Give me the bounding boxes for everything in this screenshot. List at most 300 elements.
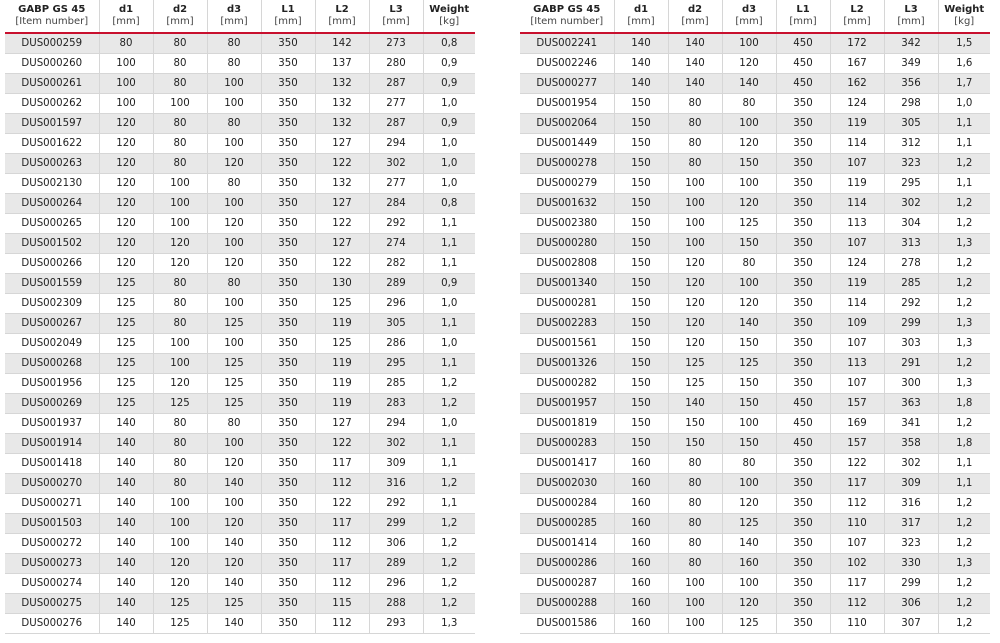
cell-d2: 100 bbox=[153, 174, 207, 194]
cell-d3: 100 bbox=[207, 234, 261, 254]
cell-d1: 160 bbox=[614, 594, 668, 614]
cell-l1: 350 bbox=[261, 494, 315, 514]
cell-item-number: DUS000285 bbox=[520, 514, 614, 534]
cell-d3: 120 bbox=[207, 154, 261, 174]
cell-d2: 100 bbox=[153, 194, 207, 214]
cell-l3: 283 bbox=[369, 394, 423, 414]
cell-weight: 1,2 bbox=[938, 574, 990, 594]
cell-item-number: DUS001954 bbox=[520, 94, 614, 114]
cell-l2: 119 bbox=[315, 374, 369, 394]
table-row bbox=[5, 154, 475, 174]
column-header-title: L1 bbox=[796, 4, 810, 15]
cell-d3: 100 bbox=[722, 574, 776, 594]
cell-d1: 160 bbox=[614, 494, 668, 514]
column-header-title: d2 bbox=[172, 4, 188, 15]
cell-l3: 293 bbox=[369, 614, 423, 634]
cell-item-number: DUS000267 bbox=[5, 314, 99, 334]
cell-l3: 313 bbox=[884, 234, 938, 254]
cell-weight: 1,0 bbox=[423, 294, 475, 314]
cell-item-number: DUS000260 bbox=[5, 54, 99, 74]
cell-l1: 350 bbox=[776, 374, 830, 394]
cell-d1: 150 bbox=[614, 114, 668, 134]
cell-l2: 137 bbox=[315, 54, 369, 74]
cell-weight: 1,8 bbox=[938, 434, 990, 454]
cell-d1: 150 bbox=[614, 374, 668, 394]
cell-l1: 350 bbox=[261, 434, 315, 454]
column-header-unit: [kg] bbox=[439, 16, 460, 27]
cell-l2: 132 bbox=[315, 174, 369, 194]
cell-weight: 1,3 bbox=[938, 374, 990, 394]
cell-item-number: DUS000264 bbox=[5, 194, 99, 214]
cell-l3: 309 bbox=[369, 454, 423, 474]
cell-item-number: DUS000281 bbox=[520, 294, 614, 314]
cell-d3: 120 bbox=[207, 554, 261, 574]
cell-l1: 350 bbox=[776, 274, 830, 294]
cell-d3: 140 bbox=[722, 534, 776, 554]
cell-l2: 102 bbox=[830, 554, 884, 574]
table-row bbox=[520, 354, 990, 374]
cell-d1: 100 bbox=[99, 94, 153, 114]
cell-d1: 150 bbox=[614, 294, 668, 314]
column-header-unit: [mm] bbox=[166, 16, 194, 27]
cell-l2: 109 bbox=[830, 314, 884, 334]
cell-d1: 150 bbox=[614, 174, 668, 194]
cell-d3: 80 bbox=[207, 33, 261, 54]
cell-d2: 100 bbox=[153, 334, 207, 354]
cell-d3: 140 bbox=[722, 74, 776, 94]
cell-weight: 1,1 bbox=[423, 234, 475, 254]
cell-l2: 157 bbox=[830, 394, 884, 414]
table-row bbox=[5, 214, 475, 234]
cell-l2: 130 bbox=[315, 274, 369, 294]
cell-l2: 113 bbox=[830, 354, 884, 374]
cell-d2: 125 bbox=[153, 394, 207, 414]
cell-item-number: DUS000276 bbox=[5, 614, 99, 634]
table-row bbox=[520, 574, 990, 594]
cell-weight: 1,3 bbox=[938, 234, 990, 254]
cell-weight: 0,9 bbox=[423, 74, 475, 94]
cell-d1: 150 bbox=[614, 234, 668, 254]
cell-d3: 150 bbox=[722, 394, 776, 414]
cell-l3: 305 bbox=[369, 314, 423, 334]
cell-l1: 350 bbox=[261, 154, 315, 174]
cell-d3: 120 bbox=[722, 594, 776, 614]
cell-d3: 125 bbox=[722, 214, 776, 234]
cell-l3: 291 bbox=[884, 354, 938, 374]
cell-l2: 112 bbox=[830, 494, 884, 514]
header-row bbox=[5, 0, 475, 33]
cell-l3: 317 bbox=[884, 514, 938, 534]
cell-d2: 100 bbox=[668, 594, 722, 614]
column-header-d2 bbox=[153, 0, 207, 33]
cell-l3: 288 bbox=[369, 594, 423, 614]
cell-weight: 1,2 bbox=[938, 154, 990, 174]
cell-d1: 100 bbox=[99, 54, 153, 74]
cell-d3: 80 bbox=[207, 414, 261, 434]
cell-l3: 323 bbox=[884, 534, 938, 554]
cell-l1: 350 bbox=[776, 494, 830, 514]
cell-d1: 150 bbox=[614, 434, 668, 454]
cell-l2: 112 bbox=[315, 534, 369, 554]
cell-l2: 112 bbox=[315, 614, 369, 634]
cell-d2: 125 bbox=[668, 354, 722, 374]
cell-weight: 1,1 bbox=[423, 494, 475, 514]
cell-l1: 350 bbox=[261, 394, 315, 414]
cell-d2: 100 bbox=[668, 174, 722, 194]
column-header-l1 bbox=[261, 0, 315, 33]
cell-d1: 100 bbox=[99, 74, 153, 94]
cell-item-number: DUS000282 bbox=[520, 374, 614, 394]
column-header-l3 bbox=[884, 0, 938, 33]
table-row bbox=[520, 33, 990, 54]
cell-weight: 1,0 bbox=[423, 134, 475, 154]
cell-item-number: DUS000288 bbox=[520, 594, 614, 614]
cell-d3: 125 bbox=[207, 394, 261, 414]
cell-d3: 100 bbox=[722, 414, 776, 434]
cell-l1: 350 bbox=[776, 514, 830, 534]
cell-l3: 356 bbox=[884, 74, 938, 94]
cell-l1: 350 bbox=[776, 574, 830, 594]
cell-l2: 127 bbox=[315, 234, 369, 254]
column-header-title: GABP GS 45 bbox=[18, 4, 86, 15]
cell-l3: 277 bbox=[369, 174, 423, 194]
cell-l1: 350 bbox=[261, 33, 315, 54]
cell-d3: 150 bbox=[722, 334, 776, 354]
table-row bbox=[5, 374, 475, 394]
table-body bbox=[5, 33, 475, 634]
cell-item-number: DUS000259 bbox=[5, 33, 99, 54]
table-row bbox=[5, 334, 475, 354]
cell-l3: 292 bbox=[369, 214, 423, 234]
column-header-unit: [mm] bbox=[220, 16, 248, 27]
cell-d3: 150 bbox=[722, 234, 776, 254]
cell-item-number: DUS001418 bbox=[5, 454, 99, 474]
cell-l2: 107 bbox=[830, 334, 884, 354]
cell-d2: 80 bbox=[153, 474, 207, 494]
cell-d2: 100 bbox=[668, 194, 722, 214]
cell-l1: 350 bbox=[776, 334, 830, 354]
cell-d1: 140 bbox=[99, 514, 153, 534]
cell-item-number: DUS000270 bbox=[5, 474, 99, 494]
cell-item-number: DUS000284 bbox=[520, 494, 614, 514]
cell-d1: 120 bbox=[99, 234, 153, 254]
cell-d3: 100 bbox=[722, 474, 776, 494]
cell-d2: 120 bbox=[668, 254, 722, 274]
cell-d2: 100 bbox=[668, 234, 722, 254]
cell-l1: 350 bbox=[776, 314, 830, 334]
cell-d1: 160 bbox=[614, 534, 668, 554]
cell-l2: 122 bbox=[315, 254, 369, 274]
cell-d2: 100 bbox=[153, 534, 207, 554]
cell-d1: 125 bbox=[99, 394, 153, 414]
cell-l1: 350 bbox=[261, 274, 315, 294]
cell-weight: 1,1 bbox=[423, 454, 475, 474]
cell-l3: 307 bbox=[884, 614, 938, 634]
cell-d3: 120 bbox=[207, 214, 261, 234]
cell-item-number: DUS001622 bbox=[5, 134, 99, 154]
cell-d2: 100 bbox=[668, 214, 722, 234]
cell-l3: 295 bbox=[369, 354, 423, 374]
column-header-unit: [Item number] bbox=[15, 16, 89, 27]
cell-d1: 140 bbox=[99, 574, 153, 594]
cell-l3: 302 bbox=[369, 434, 423, 454]
cell-l3: 312 bbox=[884, 134, 938, 154]
cell-item-number: DUS000287 bbox=[520, 574, 614, 594]
cell-l1: 450 bbox=[776, 33, 830, 54]
table-row bbox=[5, 574, 475, 594]
cell-l1: 350 bbox=[261, 514, 315, 534]
cell-l2: 112 bbox=[315, 574, 369, 594]
cell-item-number: DUS001937 bbox=[5, 414, 99, 434]
cell-l2: 172 bbox=[830, 33, 884, 54]
cell-d1: 150 bbox=[614, 354, 668, 374]
cell-d2: 120 bbox=[153, 234, 207, 254]
cell-d2: 80 bbox=[153, 33, 207, 54]
column-header-d3 bbox=[722, 0, 776, 33]
cell-d1: 140 bbox=[99, 614, 153, 634]
cell-item-number: DUS001417 bbox=[520, 454, 614, 474]
cell-item-number: DUS000273 bbox=[5, 554, 99, 574]
column-header-weight bbox=[423, 0, 475, 33]
table-row bbox=[520, 174, 990, 194]
cell-weight: 1,6 bbox=[938, 54, 990, 74]
cell-item-number: DUS001340 bbox=[520, 274, 614, 294]
table-row bbox=[5, 594, 475, 614]
cell-weight: 1,3 bbox=[938, 554, 990, 574]
cell-d2: 140 bbox=[668, 394, 722, 414]
cell-d3: 120 bbox=[722, 494, 776, 514]
column-header-item-number bbox=[520, 0, 614, 33]
cell-l2: 114 bbox=[830, 134, 884, 154]
column-header-unit: [mm] bbox=[382, 16, 410, 27]
cell-d1: 120 bbox=[99, 194, 153, 214]
cell-d1: 160 bbox=[614, 574, 668, 594]
cell-weight: 1,2 bbox=[938, 254, 990, 274]
cell-weight: 1,3 bbox=[423, 614, 475, 634]
cell-l3: 300 bbox=[884, 374, 938, 394]
cell-l2: 119 bbox=[315, 354, 369, 374]
cell-item-number: DUS002241 bbox=[520, 33, 614, 54]
cell-item-number: DUS000280 bbox=[520, 234, 614, 254]
cell-weight: 0,8 bbox=[423, 194, 475, 214]
cell-d2: 140 bbox=[668, 33, 722, 54]
cell-d3: 100 bbox=[207, 134, 261, 154]
cell-l1: 350 bbox=[261, 594, 315, 614]
cell-d2: 100 bbox=[153, 514, 207, 534]
cell-d2: 100 bbox=[153, 214, 207, 234]
cell-d3: 125 bbox=[722, 354, 776, 374]
cell-weight: 1,2 bbox=[423, 474, 475, 494]
cell-l3: 292 bbox=[884, 294, 938, 314]
cell-l1: 350 bbox=[776, 614, 830, 634]
cell-l3: 304 bbox=[884, 214, 938, 234]
cell-weight: 1,0 bbox=[423, 414, 475, 434]
cell-l1: 350 bbox=[261, 114, 315, 134]
cell-d3: 125 bbox=[207, 354, 261, 374]
cell-weight: 1,1 bbox=[423, 214, 475, 234]
cell-d2: 80 bbox=[668, 154, 722, 174]
cell-item-number: DUS001597 bbox=[5, 114, 99, 134]
table-row bbox=[5, 614, 475, 634]
column-header-title: d1 bbox=[633, 4, 649, 15]
cell-l1: 350 bbox=[776, 294, 830, 314]
cell-l3: 299 bbox=[884, 574, 938, 594]
cell-l2: 122 bbox=[315, 154, 369, 174]
cell-l1: 350 bbox=[261, 534, 315, 554]
cell-l3: 303 bbox=[884, 334, 938, 354]
table-row bbox=[5, 194, 475, 214]
cell-item-number: DUS000265 bbox=[5, 214, 99, 234]
cell-weight: 1,2 bbox=[938, 534, 990, 554]
cell-item-number: DUS000262 bbox=[5, 94, 99, 114]
cell-l3: 286 bbox=[369, 334, 423, 354]
cell-l2: 117 bbox=[830, 574, 884, 594]
cell-l1: 350 bbox=[776, 174, 830, 194]
cell-d1: 150 bbox=[614, 134, 668, 154]
cell-l1: 350 bbox=[776, 594, 830, 614]
cell-d1: 140 bbox=[99, 474, 153, 494]
cell-item-number: DUS000275 bbox=[5, 594, 99, 614]
table-row bbox=[5, 354, 475, 374]
cell-l2: 127 bbox=[315, 134, 369, 154]
table-row bbox=[5, 54, 475, 74]
cell-d1: 125 bbox=[99, 274, 153, 294]
cell-d1: 125 bbox=[99, 334, 153, 354]
table-row bbox=[520, 74, 990, 94]
cell-l2: 132 bbox=[315, 74, 369, 94]
cell-d1: 140 bbox=[614, 74, 668, 94]
cell-l2: 162 bbox=[830, 74, 884, 94]
cell-item-number: DUS001957 bbox=[520, 394, 614, 414]
column-header-title: Weight bbox=[944, 4, 985, 15]
table-row bbox=[5, 94, 475, 114]
cell-l1: 350 bbox=[261, 574, 315, 594]
cell-d3: 80 bbox=[207, 174, 261, 194]
cell-d2: 140 bbox=[668, 74, 722, 94]
column-header-title: L3 bbox=[904, 4, 918, 15]
cell-l1: 350 bbox=[261, 254, 315, 274]
table-row bbox=[520, 454, 990, 474]
column-header-unit: [mm] bbox=[274, 16, 302, 27]
cell-l3: 277 bbox=[369, 94, 423, 114]
cell-d1: 150 bbox=[614, 414, 668, 434]
cell-d1: 150 bbox=[614, 274, 668, 294]
cell-l2: 107 bbox=[830, 534, 884, 554]
cell-d1: 140 bbox=[99, 454, 153, 474]
table-row bbox=[5, 454, 475, 474]
column-header-title: d3 bbox=[741, 4, 757, 15]
cell-d1: 125 bbox=[99, 374, 153, 394]
cell-l2: 107 bbox=[830, 374, 884, 394]
cell-d3: 80 bbox=[722, 454, 776, 474]
cell-l3: 299 bbox=[369, 514, 423, 534]
table-row bbox=[5, 554, 475, 574]
cell-d3: 100 bbox=[207, 494, 261, 514]
cell-l2: 117 bbox=[315, 554, 369, 574]
cell-d1: 160 bbox=[614, 474, 668, 494]
cell-item-number: DUS001326 bbox=[520, 354, 614, 374]
cell-d3: 100 bbox=[207, 434, 261, 454]
cell-d3: 125 bbox=[207, 374, 261, 394]
cell-l1: 350 bbox=[776, 254, 830, 274]
column-header-title: d1 bbox=[118, 4, 134, 15]
cell-l1: 350 bbox=[261, 354, 315, 374]
cell-l2: 125 bbox=[315, 294, 369, 314]
cell-l1: 350 bbox=[776, 154, 830, 174]
cell-l2: 114 bbox=[830, 194, 884, 214]
cell-d2: 120 bbox=[153, 254, 207, 274]
cell-l1: 450 bbox=[776, 54, 830, 74]
cell-d1: 140 bbox=[99, 414, 153, 434]
cell-d3: 150 bbox=[722, 434, 776, 454]
table-row bbox=[520, 234, 990, 254]
cell-l2: 119 bbox=[830, 114, 884, 134]
cell-d3: 150 bbox=[722, 374, 776, 394]
cell-weight: 1,7 bbox=[938, 74, 990, 94]
column-header-unit: [mm] bbox=[112, 16, 140, 27]
cell-d3: 80 bbox=[207, 114, 261, 134]
cell-item-number: DUS000269 bbox=[5, 394, 99, 414]
cell-d2: 80 bbox=[668, 514, 722, 534]
cell-d3: 120 bbox=[207, 514, 261, 534]
column-header-unit: [mm] bbox=[735, 16, 763, 27]
table-row bbox=[520, 94, 990, 114]
cell-d3: 100 bbox=[207, 334, 261, 354]
cell-l2: 115 bbox=[315, 594, 369, 614]
cell-d2: 80 bbox=[153, 294, 207, 314]
table-row bbox=[520, 474, 990, 494]
cell-weight: 1,2 bbox=[938, 594, 990, 614]
cell-item-number: DUS000274 bbox=[5, 574, 99, 594]
cell-d1: 125 bbox=[99, 354, 153, 374]
cell-weight: 0,8 bbox=[423, 33, 475, 54]
cell-l3: 278 bbox=[884, 254, 938, 274]
cell-l3: 284 bbox=[369, 194, 423, 214]
cell-item-number: DUS000266 bbox=[5, 254, 99, 274]
cell-l2: 110 bbox=[830, 514, 884, 534]
cell-item-number: DUS000272 bbox=[5, 534, 99, 554]
cell-l1: 350 bbox=[261, 374, 315, 394]
cell-d3: 80 bbox=[722, 94, 776, 114]
cell-d1: 120 bbox=[99, 214, 153, 234]
cell-l3: 306 bbox=[369, 534, 423, 554]
column-header-unit: [mm] bbox=[789, 16, 817, 27]
product-table-left bbox=[5, 0, 475, 634]
cell-l3: 306 bbox=[884, 594, 938, 614]
cell-weight: 1,0 bbox=[423, 174, 475, 194]
cell-d2: 120 bbox=[153, 554, 207, 574]
cell-l2: 119 bbox=[830, 174, 884, 194]
cell-weight: 1,0 bbox=[938, 94, 990, 114]
table-row bbox=[520, 534, 990, 554]
cell-d1: 150 bbox=[614, 334, 668, 354]
cell-l3: 358 bbox=[884, 434, 938, 454]
cell-weight: 1,0 bbox=[423, 94, 475, 114]
cell-d1: 125 bbox=[99, 294, 153, 314]
cell-l2: 132 bbox=[315, 114, 369, 134]
cell-d3: 150 bbox=[722, 154, 776, 174]
cell-l2: 132 bbox=[315, 94, 369, 114]
cell-d3: 120 bbox=[722, 294, 776, 314]
column-header-unit: [mm] bbox=[843, 16, 871, 27]
table-row bbox=[520, 554, 990, 574]
table-row bbox=[5, 174, 475, 194]
table-row bbox=[520, 274, 990, 294]
table-row bbox=[520, 154, 990, 174]
cell-d3: 125 bbox=[207, 594, 261, 614]
cell-item-number: DUS001502 bbox=[5, 234, 99, 254]
cell-l2: 113 bbox=[830, 214, 884, 234]
